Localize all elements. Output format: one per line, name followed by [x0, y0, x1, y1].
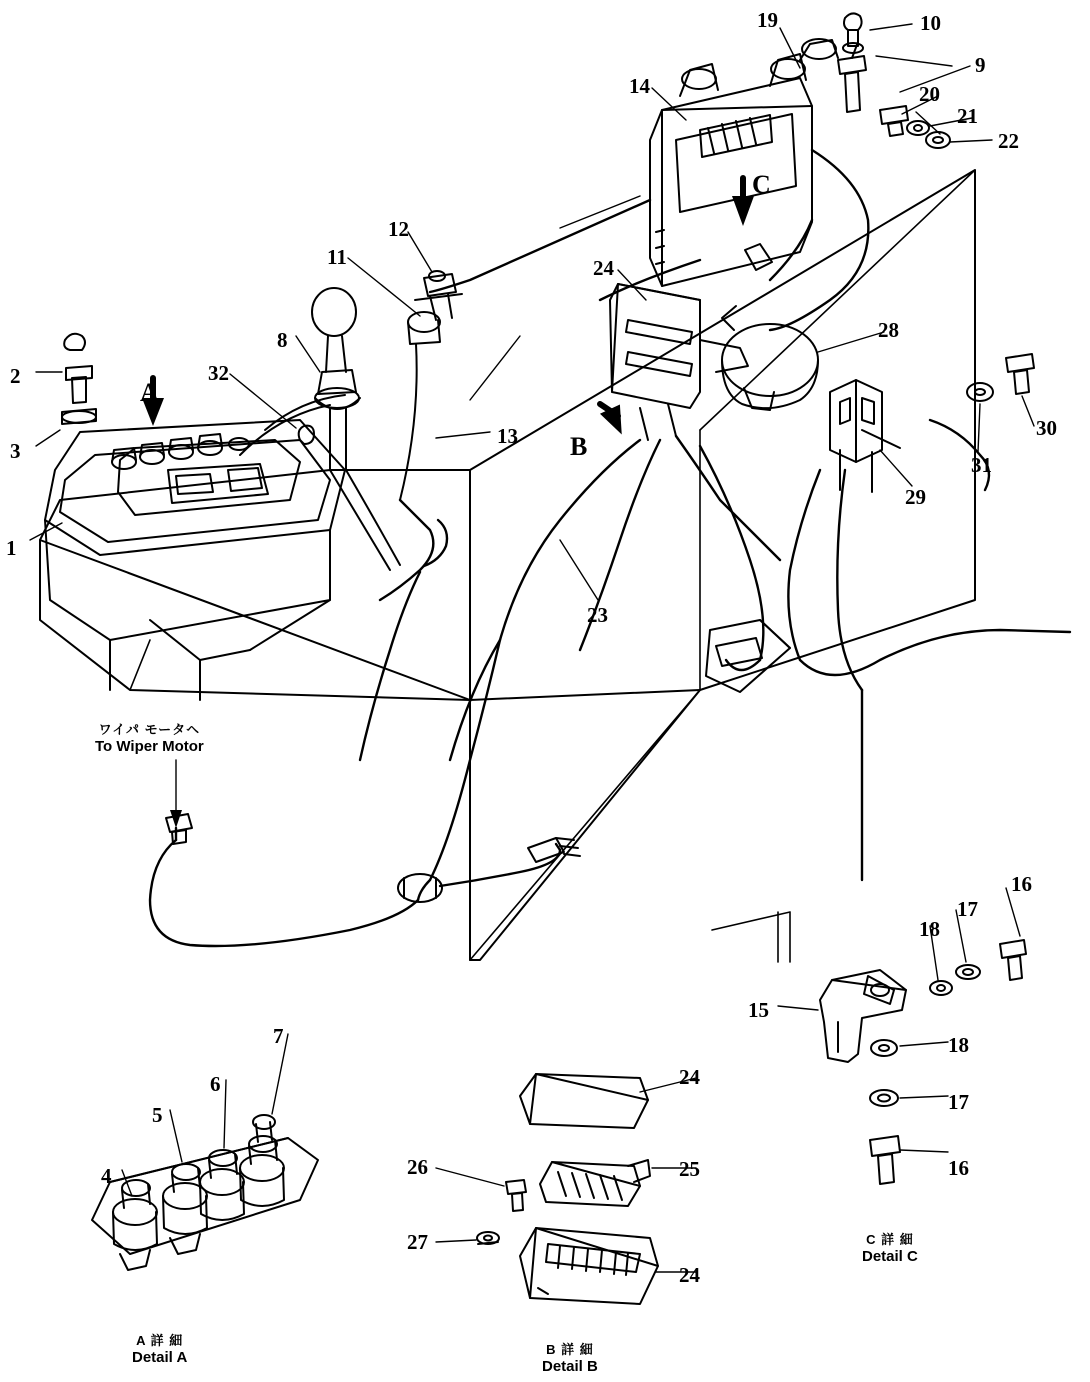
callout-8: 8	[277, 328, 288, 352]
callout-4: 4	[101, 1164, 112, 1188]
callout-13: 13	[497, 424, 518, 448]
zone-marker-c: C	[752, 170, 771, 199]
callout-3: 3	[10, 439, 21, 463]
fastener-30	[1006, 354, 1034, 394]
caption-detail-a-jp: A 詳 細	[136, 1333, 184, 1348]
callout-25: 25	[679, 1157, 700, 1181]
zone-marker-b: B	[570, 432, 588, 461]
callout-27: 27	[407, 1230, 428, 1254]
callout-16-lower: 16	[948, 1156, 969, 1180]
fastener-22	[926, 132, 950, 148]
caption-detail-a-en: Detail A	[132, 1349, 188, 1367]
detail-a-group	[92, 1115, 318, 1270]
controller-box-14	[650, 39, 838, 286]
callout-14: 14	[629, 74, 650, 98]
callout-19: 19	[757, 8, 778, 32]
caption-wiper-motor-en: To Wiper Motor	[95, 738, 204, 756]
callout-31: 31	[971, 453, 992, 477]
callout-6: 6	[210, 1072, 221, 1096]
callout-18-lower: 18	[948, 1033, 969, 1057]
callout-5: 5	[152, 1103, 163, 1127]
fastener-10	[843, 13, 863, 53]
callout-12: 12	[388, 217, 409, 241]
fastener-21	[907, 121, 929, 135]
callout-24-cover: 24	[679, 1065, 700, 1089]
callout-29: 29	[905, 485, 926, 509]
callout-23: 23	[587, 603, 608, 627]
callout-1: 1	[6, 536, 17, 560]
caption-detail-c	[862, 1232, 918, 1267]
cab-panel-outline	[40, 170, 975, 960]
callout-24-relay: 24	[593, 256, 614, 280]
callout-24-base: 24	[679, 1263, 700, 1287]
callout-26: 26	[407, 1155, 428, 1179]
fastener-20	[880, 106, 908, 136]
callout-17-lower: 17	[948, 1090, 969, 1114]
detail-c-group	[712, 912, 1026, 1184]
callout-18-upper: 18	[919, 917, 940, 941]
callout-17-upper: 17	[957, 897, 978, 921]
detail-b-group	[477, 1074, 658, 1304]
callout-7: 7	[273, 1024, 284, 1048]
callout-9: 9	[975, 53, 986, 77]
callout-15: 15	[748, 998, 769, 1022]
caption-wiper-motor-jp: ワイパ モータヘ	[98, 722, 201, 737]
caption-detail-c-en: Detail C	[862, 1248, 918, 1266]
callout-10: 10	[920, 11, 941, 35]
callout-30: 30	[1036, 416, 1057, 440]
callout-21: 21	[957, 104, 978, 128]
callout-28: 28	[878, 318, 899, 342]
harness-grommet	[398, 874, 442, 902]
wiper-arrow	[170, 810, 182, 828]
callout-11: 11	[327, 245, 347, 269]
bolt-item-2	[62, 334, 96, 424]
callout-32: 32	[208, 361, 229, 385]
callout-22: 22	[998, 129, 1019, 153]
zone-marker-a: A	[140, 378, 159, 407]
caption-wiper-motor	[95, 722, 204, 757]
callout-2: 2	[10, 364, 21, 388]
caption-detail-b-jp: B 詳 細	[546, 1342, 594, 1357]
caption-detail-a	[132, 1333, 187, 1368]
caption-detail-b-en: Detail B	[542, 1358, 598, 1376]
callout-20: 20	[919, 82, 940, 106]
callout-16-upper: 16	[1011, 872, 1032, 896]
caption-detail-b	[542, 1342, 598, 1377]
caption-detail-c-jp: C 詳 細	[866, 1232, 914, 1247]
